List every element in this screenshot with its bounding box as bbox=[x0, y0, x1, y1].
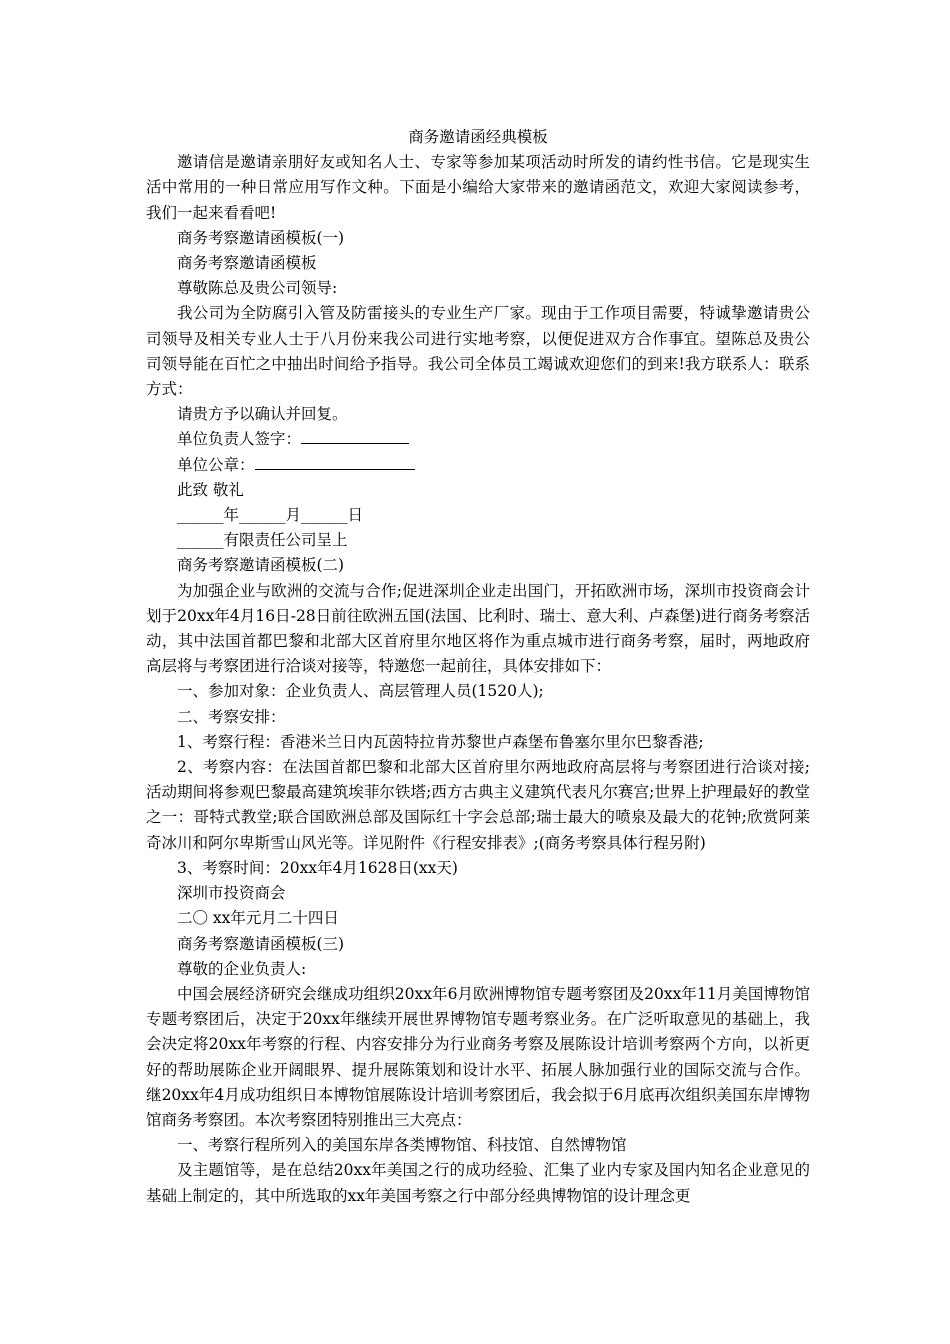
template-1-salutation: 尊敬陈总及贵公司领导: bbox=[177, 279, 338, 298]
template-1-heading: 商务考察邀请函模板(一) bbox=[177, 228, 345, 247]
template-2-item-2-1: 1、考察行程：香港米兰日内瓦茵特拉肯苏黎世卢森堡布鲁塞尔里尔巴黎香港; bbox=[177, 732, 704, 751]
intro-paragraph: 邀请信是邀请亲朋好友或知名人士、专家等参加某项活动时所发的请约性书信。它是现实生活中常用的一种日常应用写作文种。下面是小编给大家带来的邀请函范文，欢迎大家阅读参考，我们一起来看看吧! bbox=[146, 153, 810, 222]
template-1-subheading: 商务考察邀请函模板 bbox=[177, 254, 317, 273]
company-suffix: 有限责任公司呈上 bbox=[223, 531, 348, 550]
signature-blank bbox=[301, 428, 409, 444]
company-blank: ______ bbox=[177, 531, 224, 550]
date-line bbox=[146, 503, 810, 528]
template-3-point-1-cont: 及主题馆等，是在总结20xx年美国之行的成功经验、汇集了业内专家及国内知名企业意见的基础上制定的，其中所选取的xx年美国考察之行中部分经典博物馆的设计理念更 bbox=[146, 1161, 810, 1205]
template-3-salutation: 尊敬的企业负责人: bbox=[177, 959, 307, 978]
document-title: 商务邀请函经典模板 bbox=[408, 128, 548, 146]
seal-line bbox=[146, 453, 810, 478]
date-blank-year: ______ bbox=[177, 506, 224, 525]
document-page bbox=[146, 125, 810, 1209]
signature-label: 单位负责人签字： bbox=[177, 430, 302, 449]
template-3-body: 中国会展经济研究会继成功组织20xx年6月欧洲博物馆专题考察团及20xx年11月美国博物馆专题考察团后，决定于20xx年继续开展世界博物馆专题考察业务。在广泛听取意见的基础上，我会决定将20xx年考察的行程、内容安排分为行业商务考察及展陈设计培训考察两个方向，以祈更好的帮助展陈企业开阔眼界、提升展陈策划和设计水平、拓展人脉加强行业的国际交流与合作。继20xx年4月成功组织日本博物馆展陈设计培训考察团后，我会拟于6月底再次组织美国东岸博物馆商务考察团。本次考察团特别推出三大亮点： bbox=[146, 984, 810, 1129]
signature-line bbox=[146, 427, 810, 452]
date-year-label: 年 bbox=[223, 506, 240, 525]
template-1-confirm: 请贵方予以确认并回复。 bbox=[177, 405, 348, 424]
template-1-body: 我公司为全防腐引入管及防雷接头的专业生产厂家。现由于工作项目需要，特诚挚邀请贵公司领导及相关专业人士于八月份来我公司进行实地考察，以便促进双方合作事宜。望陈总及贵公司领导能在百忙之中抽出时间给予指导。我公司全体员工竭诚欢迎您们的到来!我方联系人：联系方式： bbox=[146, 304, 810, 399]
seal-label: 单位公章： bbox=[177, 455, 255, 474]
template-2-item-2: 二、考察安排： bbox=[177, 707, 286, 726]
date-month-label: 月 bbox=[285, 506, 302, 525]
template-3-heading: 商务考察邀请函模板(三) bbox=[177, 934, 345, 953]
template-2-heading: 商务考察邀请函模板(二) bbox=[177, 556, 345, 575]
template-2-date: 二〇 xx年元月二十四日 bbox=[177, 909, 339, 928]
template-3-point-1: 一、考察行程所列入的美国东岸各类博物馆、科技馆、自然博物馆 bbox=[177, 1136, 627, 1155]
date-blank-day: ______ bbox=[301, 506, 348, 525]
template-2-sign: 深圳市投资商会 bbox=[177, 884, 286, 903]
template-2-item-1: 一、参加对象：企业负责人、高层管理人员(1520人); bbox=[177, 682, 544, 701]
template-2-item-2-3: 3、考察时间：20xx年4月1628日(xx天) bbox=[177, 858, 458, 877]
template-2-item-2-2: 2、考察内容：在法国首都巴黎和北部大区首府里尔两地政府高层将与考察团进行洽谈对接;活动期间将参观巴黎最高建筑埃菲尔铁塔;西方古典主义建筑代表凡尔赛宫;世界上护理最好的教堂之一：哥特式教堂;联合国欧洲总部及国际红十字会总部;瑞士最大的喷泉及最大的花钟;欣赏阿莱奇冰川和阿尔卑斯雪山风光等。详见附件《行程安排表》;(商务考察具体行程另附) bbox=[146, 758, 810, 852]
company-line bbox=[146, 528, 810, 553]
template-2-body: 为加强企业与欧洲的交流与合作;促进深圳企业走出国门，开拓欧洲市场，深圳市投资商会计划于20xx年4月16日-28日前往欧洲五国(法国、比利时、瑞士、意大利、卢森堡)进行商务考察活动，其中法国首都巴黎和北部大区首府里尔地区将作为重点城市进行商务考察，届时，两地政府高层将与考察团进行洽谈对接等，特邀您一起前往，具体安排如下： bbox=[146, 581, 810, 676]
seal-blank bbox=[255, 454, 415, 470]
date-blank-month: ______ bbox=[239, 506, 286, 525]
template-1-closing: 此致 敬礼 bbox=[177, 480, 244, 499]
date-day-label: 日 bbox=[347, 506, 364, 525]
